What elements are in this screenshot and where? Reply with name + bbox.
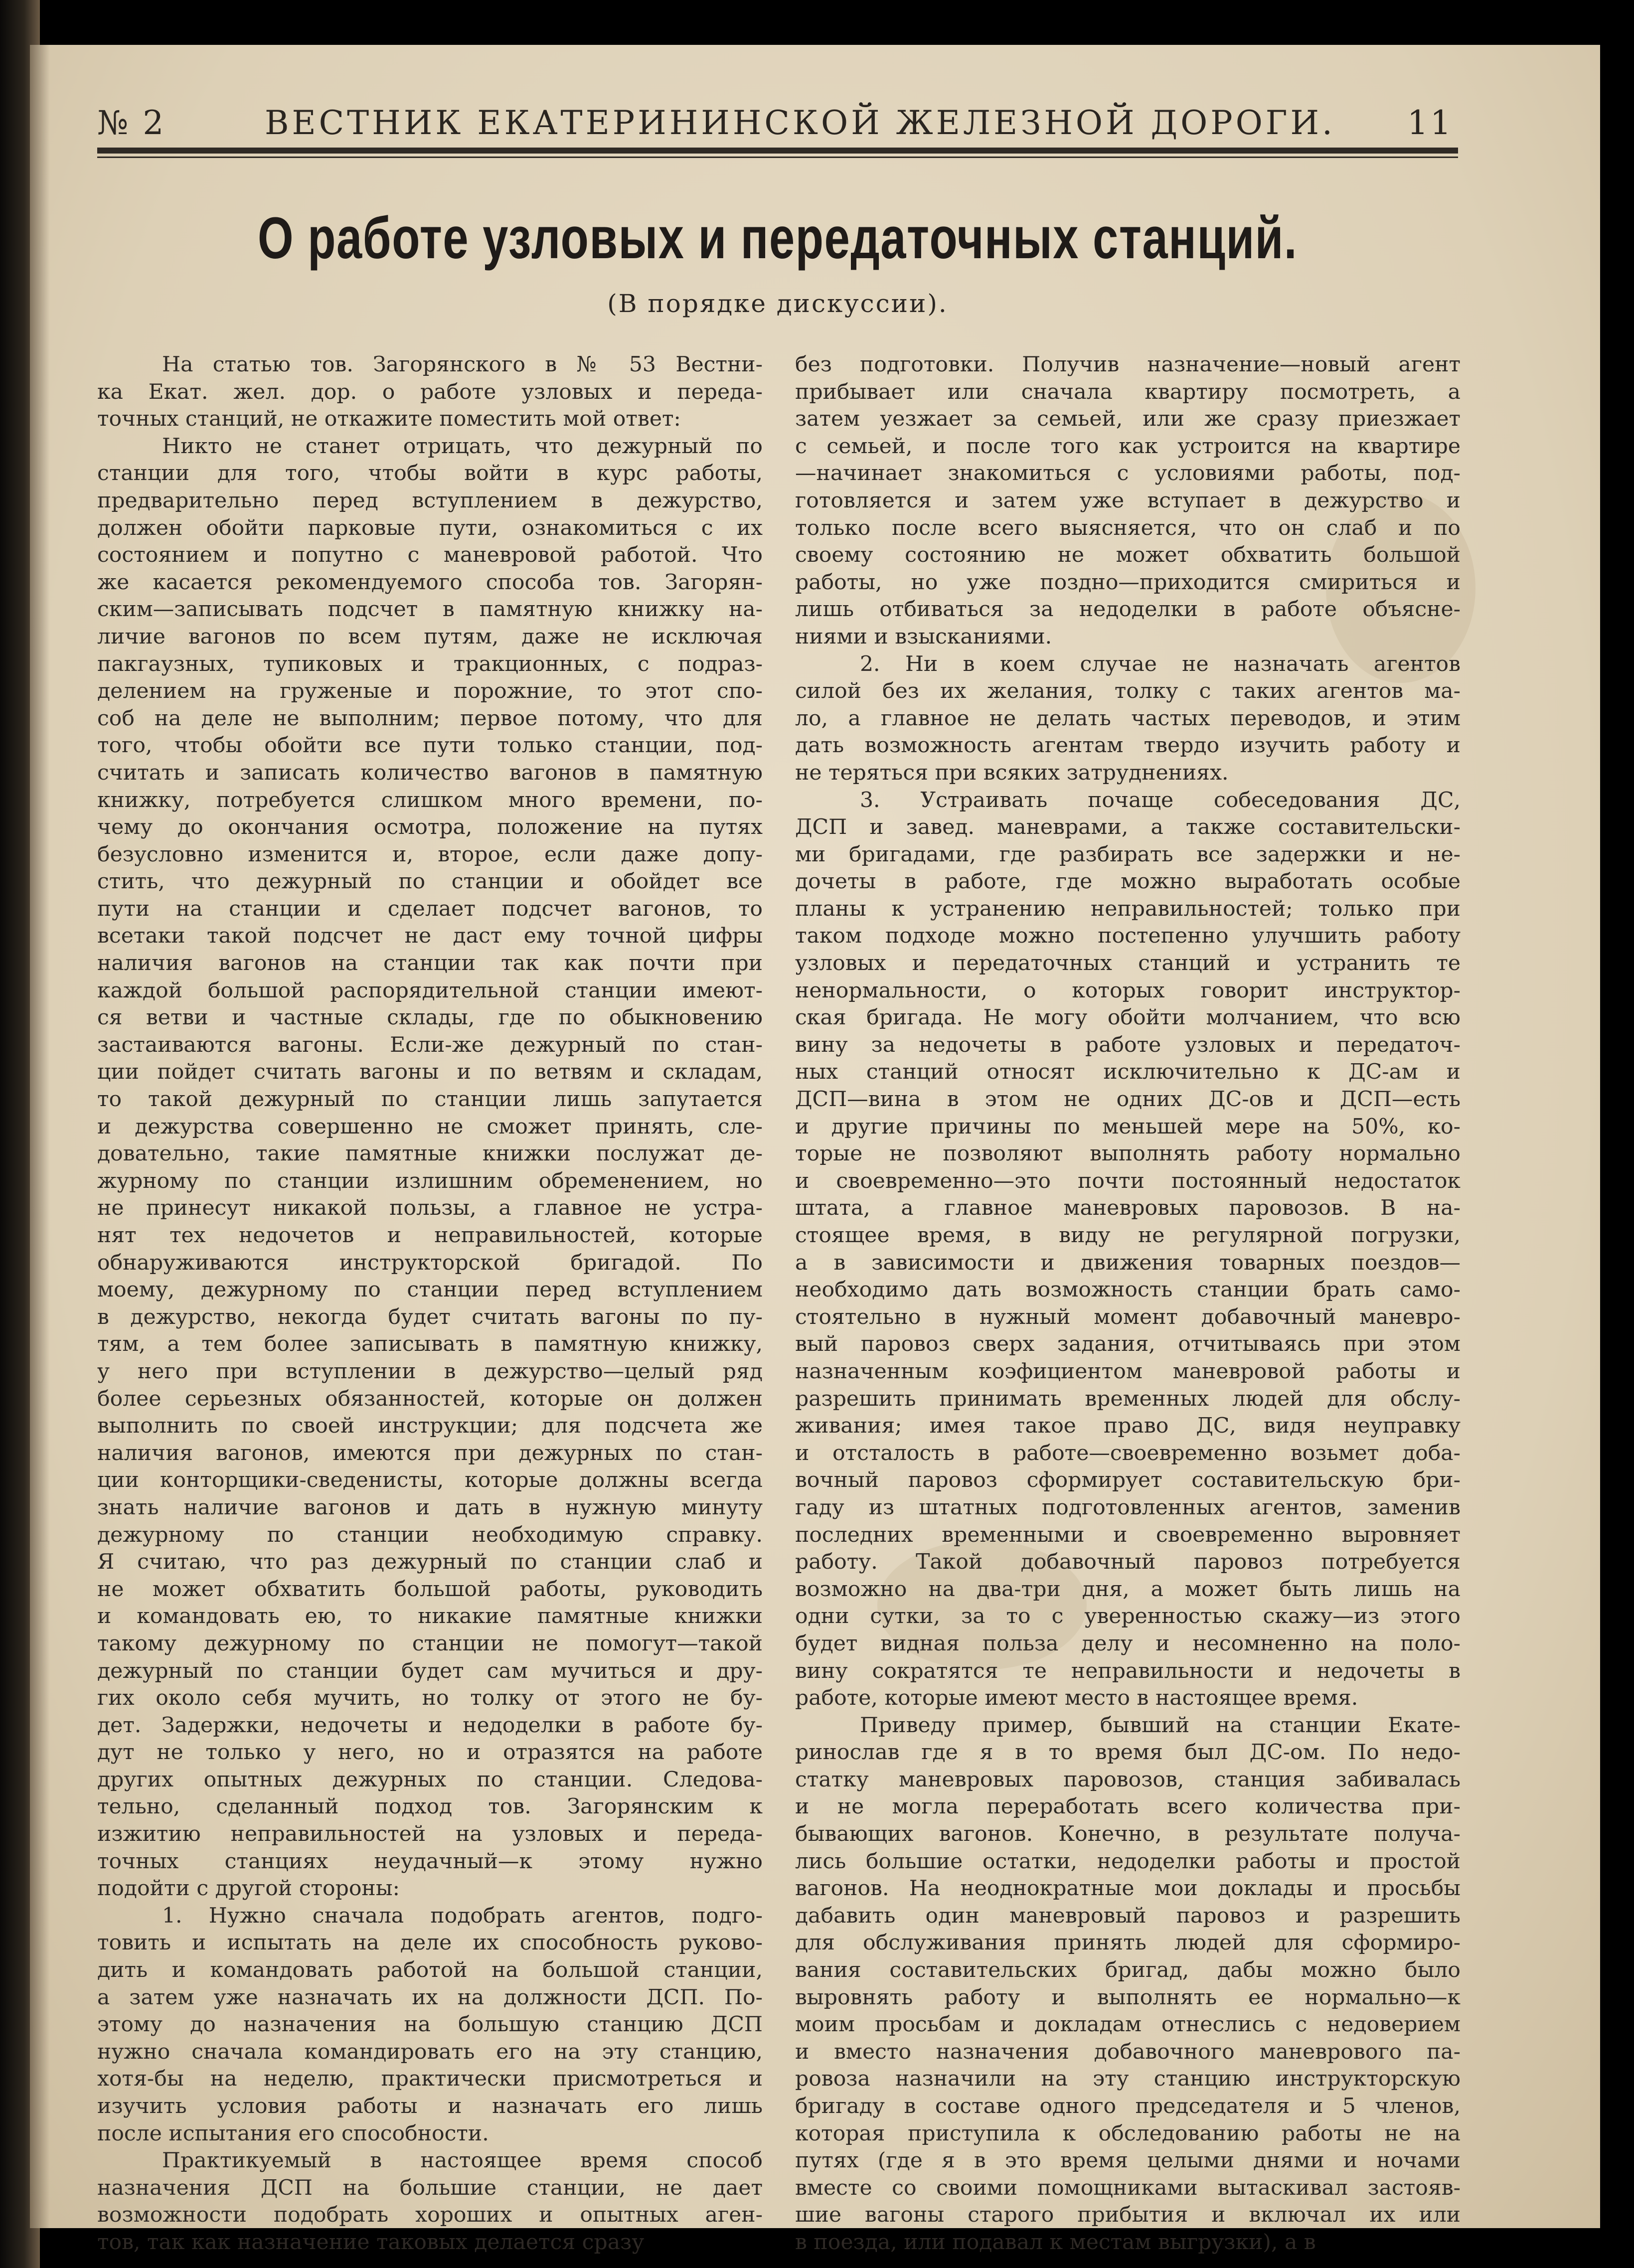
article-title: О работе узловых и передаточных станций.	[257, 205, 1298, 271]
text-line: тям, а тем более записывать в памятную книжку,	[97, 1332, 763, 1357]
text-line: то такой дежурный по станции лишь запутается	[97, 1087, 763, 1112]
article-subtitle: (В порядке дискуссии).	[607, 289, 948, 318]
text-line: наличия вагонов на станции так как почти при	[97, 951, 763, 976]
text-line: и дежурства совершенно не сможет принять, сле-	[97, 1114, 763, 1139]
text-line: ским—записывать подсчет в памятную книжку на-	[97, 597, 763, 622]
text-line: безусловно изменится и, второе, если даже допу-	[97, 842, 763, 867]
text-line: такому дежурному по станции не помогут—такой	[97, 1631, 763, 1656]
text-line: чему до окончания осмотра, положение на путях	[97, 815, 763, 840]
text-line: работы, но уже поздно—приходится смириться и	[795, 570, 1461, 595]
text-line: необходимо дать возможность станции брать само-	[795, 1278, 1461, 1302]
text-line: ДСП—вина в этом не одних ДС-ов и ДСП—есть	[795, 1087, 1461, 1112]
text-line: изжитию неправильностей на узловых и переда-	[97, 1822, 763, 1847]
text-line: работу. Такой добавочный паровоз потребуется	[795, 1550, 1461, 1575]
text-line: и отсталость в работе—своевременно возьмет доба-	[795, 1441, 1461, 1465]
text-line: ка Екат. жел. дор. о работе узловых и переда-	[97, 379, 763, 404]
text-line: вый паровоз сверх задания, отчитываясь при этом	[795, 1332, 1461, 1357]
text-line: всетаки такой подсчет не даст ему точной цифры	[97, 924, 763, 949]
text-line: ции конторщики-сведенисты, которые должны всегда	[97, 1468, 763, 1493]
page-header	[97, 87, 1453, 142]
text-line: вину за недочеты в работе узловых и передаточ-	[795, 1032, 1461, 1057]
text-line: дежурный по станции будет сам мучиться и дру-	[97, 1658, 763, 1683]
text-line: Приведу пример, бывший на станции Екате-	[860, 1713, 1461, 1738]
text-line: Никто не станет отрицать, что дежурный по	[162, 434, 763, 459]
text-line: личие вагонов по всем путям, даже не исключая	[97, 624, 763, 649]
text-line: затем уезжает за семьей, или же сразу приезжает	[795, 407, 1461, 432]
text-line: ми бригадами, где разбирать все задержки и не-	[795, 842, 1461, 867]
text-line: не теряться при всяких затруднениях.	[795, 760, 1229, 785]
text-line: состоянием и попутно с маневровой работой. Что	[97, 543, 763, 568]
left-column	[97, 351, 763, 2257]
text-line: лись большие остатки, недоделки работы и простой	[795, 1849, 1461, 1874]
text-line: считать и записать количество вагонов в памятную	[97, 760, 763, 785]
text-line: моему, дежурному по станции перед вступлением	[97, 1278, 763, 1302]
text-line: статку маневровых паровозов, станция забивалась	[795, 1767, 1461, 1792]
text-line: должен обойти парковые пути, ознакомиться с их	[97, 515, 763, 540]
text-line: силой без их желания, толку с таких агентов ма-	[795, 679, 1461, 704]
text-line: других опытных дежурных по станции. Следова-	[97, 1767, 763, 1792]
text-line: нужно сначала командировать его на эту станцию,	[97, 2039, 763, 2064]
text-line: вину сократятся те неправильности и недочеты в	[795, 1658, 1461, 1683]
text-line: назначения ДСП на большие станции, не дает	[97, 2175, 763, 2200]
page-number: 11	[1407, 104, 1453, 142]
text-line: пути на станции и сделает подсчет вагонов, то	[97, 896, 763, 921]
text-line: же касается рекомендуемого способа тов. Загорян-	[97, 570, 763, 595]
text-line: дежурному по станции необходимую справку.	[97, 1522, 763, 1547]
text-line: и другие причины по меньшей мере на 50%, ко-	[795, 1114, 1461, 1139]
text-line: пакгаузных, тупиковых и тракционных, с подраз-	[97, 651, 763, 676]
text-line: Практикуемый в настоящее время способ	[162, 2148, 763, 2173]
text-line: готовляется и затем уже вступает в дежурство и	[795, 488, 1461, 513]
text-line: путях (где я в это время целыми днями и ночами	[795, 2148, 1461, 2173]
text-line: моим просьбам и докладам отнеслись с недоверием	[795, 2012, 1461, 2037]
text-line: ных станций относят исключительно к ДС-ам и	[795, 1060, 1461, 1085]
text-line: выполнить по своей инструкции; для подсчета же	[97, 1414, 763, 1439]
text-line: товить и испытать на деле их способность руково-	[97, 1931, 763, 1955]
text-line: станции для того, чтобы войти в курс работы,	[97, 461, 763, 486]
text-line: того, чтобы обойти все пути только станции, под-	[97, 733, 763, 758]
text-line: ненормальности, о которых говорит инструктор-	[795, 978, 1461, 1003]
text-line: только после всего выясняется, что он слаб и по	[795, 515, 1461, 540]
masthead: ВЕСТНИК ЕКАТЕРИНИНСКОЙ ЖЕЛЕЗНОЙ ДОРОГИ.	[264, 104, 1336, 142]
text-line: возможно на два-три дня, а может быть лишь на	[795, 1577, 1461, 1602]
header-rule-thin	[97, 157, 1458, 158]
text-line: узловых и передаточных станций и устранить те	[795, 951, 1461, 976]
text-line: штата, а главное маневровых паровозов. В на-	[795, 1196, 1461, 1221]
text-line: ниями и взысканиями.	[795, 624, 1052, 649]
text-line: и вместо назначения добавочного маневрового па-	[795, 2039, 1461, 2064]
text-line: которая приступила к обследованию работы не на	[795, 2121, 1461, 2146]
text-line: дет. Задержки, недочеты и недоделки в работе бу-	[97, 1713, 763, 1738]
text-line: обнаруживаются инструкторской бригадой. По	[97, 1250, 763, 1275]
text-line: разрешить принимать временных людей для обслу-	[795, 1386, 1461, 1411]
text-line: своему состоянию не может обхватить большой	[795, 543, 1461, 568]
text-line: тельно, сделанный подход тов. Загорянским к	[97, 1794, 763, 1819]
text-line: не принесут никакой пользы, а главное не устра-	[97, 1196, 763, 1221]
text-line: в дежурство, некогда будет считать вагоны по пу-	[97, 1304, 763, 1329]
text-line: стоятельно в нужный момент добавочный маневро-	[795, 1304, 1461, 1329]
text-line: застаиваются вагоны. Если-же дежурный по стан-	[97, 1032, 763, 1057]
text-line: ло, а главное не делать частых переводов, и этим	[795, 706, 1461, 731]
text-line: и командовать ею, то никакие памятные книжки	[97, 1604, 763, 1629]
text-line: и своевременно—это почти постоянный недостаток	[795, 1168, 1461, 1193]
text-line: живания; имея такое право ДС, видя неуправку	[795, 1414, 1461, 1439]
text-line: Я считаю, что раз дежурный по станции слаб и	[97, 1550, 763, 1575]
text-line: возможности подобрать хороших и опытных аген-	[97, 2203, 763, 2228]
text-line: ская бригада. Не могу обойти молчанием, что всю	[795, 1005, 1461, 1030]
text-line: делением на груженые и порожние, то этот спо-	[97, 679, 763, 704]
text-line: тов, так как назначение таковых делается сразу	[97, 2230, 645, 2255]
text-line: работе, которые имеют место в настоящее время.	[795, 1686, 1358, 1711]
text-line: стить, что дежурный по станции и обойдет все	[97, 869, 763, 894]
issue-number: № 2	[97, 104, 166, 142]
text-line: без подготовки. Получив назначение—новый агент	[795, 352, 1461, 377]
text-line: в поезда, или подавал к местам выгрузки), а в	[795, 2230, 1316, 2255]
text-line: На статью тов. Загорянского в № 53 Вестни-	[162, 352, 763, 377]
text-line: дить и командовать работой на большой станции,	[97, 1958, 763, 1983]
text-line: назначенным коэфициентом маневровой работы и	[795, 1359, 1461, 1384]
text-line: ринослав где я в то время был ДС-ом. По недо-	[795, 1740, 1461, 1765]
text-line: последних временными и своевременно выровняет	[795, 1522, 1461, 1547]
text-line: вочный паровоз сформирует составительскую бри-	[795, 1468, 1461, 1493]
text-line: соб на деле не выполним; первое потому, что для	[97, 706, 763, 731]
text-line: 3. Устраивать почаще собеседования ДС,	[860, 788, 1461, 812]
text-line: нят тех недочетов и неправильностей, которые	[97, 1223, 763, 1248]
text-line: торые не позволяют выполнять работу нормально	[795, 1141, 1461, 1166]
text-line: гаду из штатных подготовленных агентов, заменив	[795, 1495, 1461, 1520]
text-line: ся ветви и частные склады, где по обыкновению	[97, 1005, 763, 1030]
text-line: таком подходе можно постепенно улучшить работу	[795, 924, 1461, 949]
text-line: не может обхватить большой работы, руководить	[97, 1577, 763, 1602]
text-line: будет видная польза делу и несомненно на поло-	[795, 1631, 1461, 1656]
text-line: с семьей, и после того как устроится на квартире	[795, 434, 1461, 459]
text-line: после испытания его способности.	[97, 2121, 489, 2146]
text-line: 2. Ни в коем случае не назначать агентов	[860, 651, 1461, 676]
text-line: прибывает или сначала квартиру посмотреть, а	[795, 379, 1461, 404]
text-line: вания составительских бригад, дабы можно было	[795, 1958, 1461, 1983]
text-line: предварительно перед вступлением в дежурство,	[97, 488, 763, 513]
text-line: стоящее время, в виду не регулярной погрузки,	[795, 1223, 1461, 1248]
text-line: точных станций, не откажите поместить мой ответ:	[97, 407, 681, 432]
text-line: журному по станции излишним обременением, но	[97, 1168, 763, 1193]
text-line: шие вагоны старого прибытия и включал их или	[795, 2203, 1461, 2228]
text-line: изучить условия работы и назначать его лишь	[97, 2094, 763, 2118]
text-line: а в зависимости и движения товарных поездов—	[795, 1250, 1461, 1275]
text-line: лишь отбиваться за недоделки в работе объясне-	[795, 597, 1461, 622]
right-column	[795, 351, 1461, 2257]
text-line: дать возможность агентам твердо изучить работу и	[795, 733, 1461, 758]
text-line: довательно, такие памятные книжки послужат де-	[97, 1141, 763, 1166]
text-line: дабавить один маневровый паровоз и разрешить	[795, 1903, 1461, 1928]
text-line: выровнять работу и выполнять ее нормально—к	[795, 1985, 1461, 2010]
text-line: ДСП и завед. маневрами, а также составительски-	[795, 815, 1461, 840]
text-line: для обслуживания принять людей для сформиро-	[795, 1931, 1461, 1955]
text-line: 1. Нужно сначала подобрать агентов, подго-	[162, 1903, 763, 1928]
text-line: каждой большой распорядительной станции имеют-	[97, 978, 763, 1003]
text-line: ровоза назначили на эту станцию инструкторскую	[795, 2067, 1461, 2092]
text-line: ции пойдет считать вагоны и по ветвям и складам,	[97, 1060, 763, 1085]
text-line: планы к устранению неправильностей; только при	[795, 896, 1461, 921]
text-line: дут не только у него, но и отразятся на работе	[97, 1740, 763, 1765]
text-line: вместе со своими помощниками вытаскивал застояв-	[795, 2175, 1461, 2200]
text-line: книжку, потребуется слишком много времени, по-	[97, 788, 763, 812]
text-line: вагонов. На неоднократные мои доклады и просьбы	[795, 1876, 1461, 1901]
text-line: бригаду в составе одного председателя и 5 членов,	[795, 2094, 1461, 2118]
text-line: дочеты в работе, где можно выработать особые	[795, 869, 1461, 894]
text-line: а затем уже назначать их на должности ДСП. По-	[97, 1985, 763, 2010]
text-line: точных станциях неудачный—к этому нужно	[97, 1849, 763, 1874]
text-line: хотя-бы на неделю, практически присмотреться и	[97, 2067, 763, 2092]
text-line: знать наличие вагонов и дать в нужную минуту	[97, 1495, 763, 1520]
text-line: бывающих вагонов. Конечно, в результате получа-	[795, 1822, 1461, 1847]
text-line: более серьезных обязанностей, которые он должен	[97, 1386, 763, 1411]
text-line: —начинает знакомиться с условиями работы, под-	[795, 461, 1461, 486]
text-line: одни сутки, за то с уверенностью скажу—из этого	[795, 1604, 1461, 1629]
text-line: гих около себя мучить, но толку от этого не бу-	[97, 1686, 763, 1711]
header-rule-thick	[97, 148, 1458, 154]
text-line: этому до назначения на большую станцию ДСП	[97, 2012, 763, 2037]
text-line: наличия вагонов, имеются при дежурных по стан-	[97, 1441, 763, 1465]
text-line: у него при вступлении в дежурство—целый ряд	[97, 1359, 763, 1384]
text-line: подойти с другой стороны:	[97, 1876, 400, 1901]
text-line: и не могла переработать всего количества при-	[795, 1794, 1461, 1819]
page-fold-shadow	[30, 45, 50, 2228]
